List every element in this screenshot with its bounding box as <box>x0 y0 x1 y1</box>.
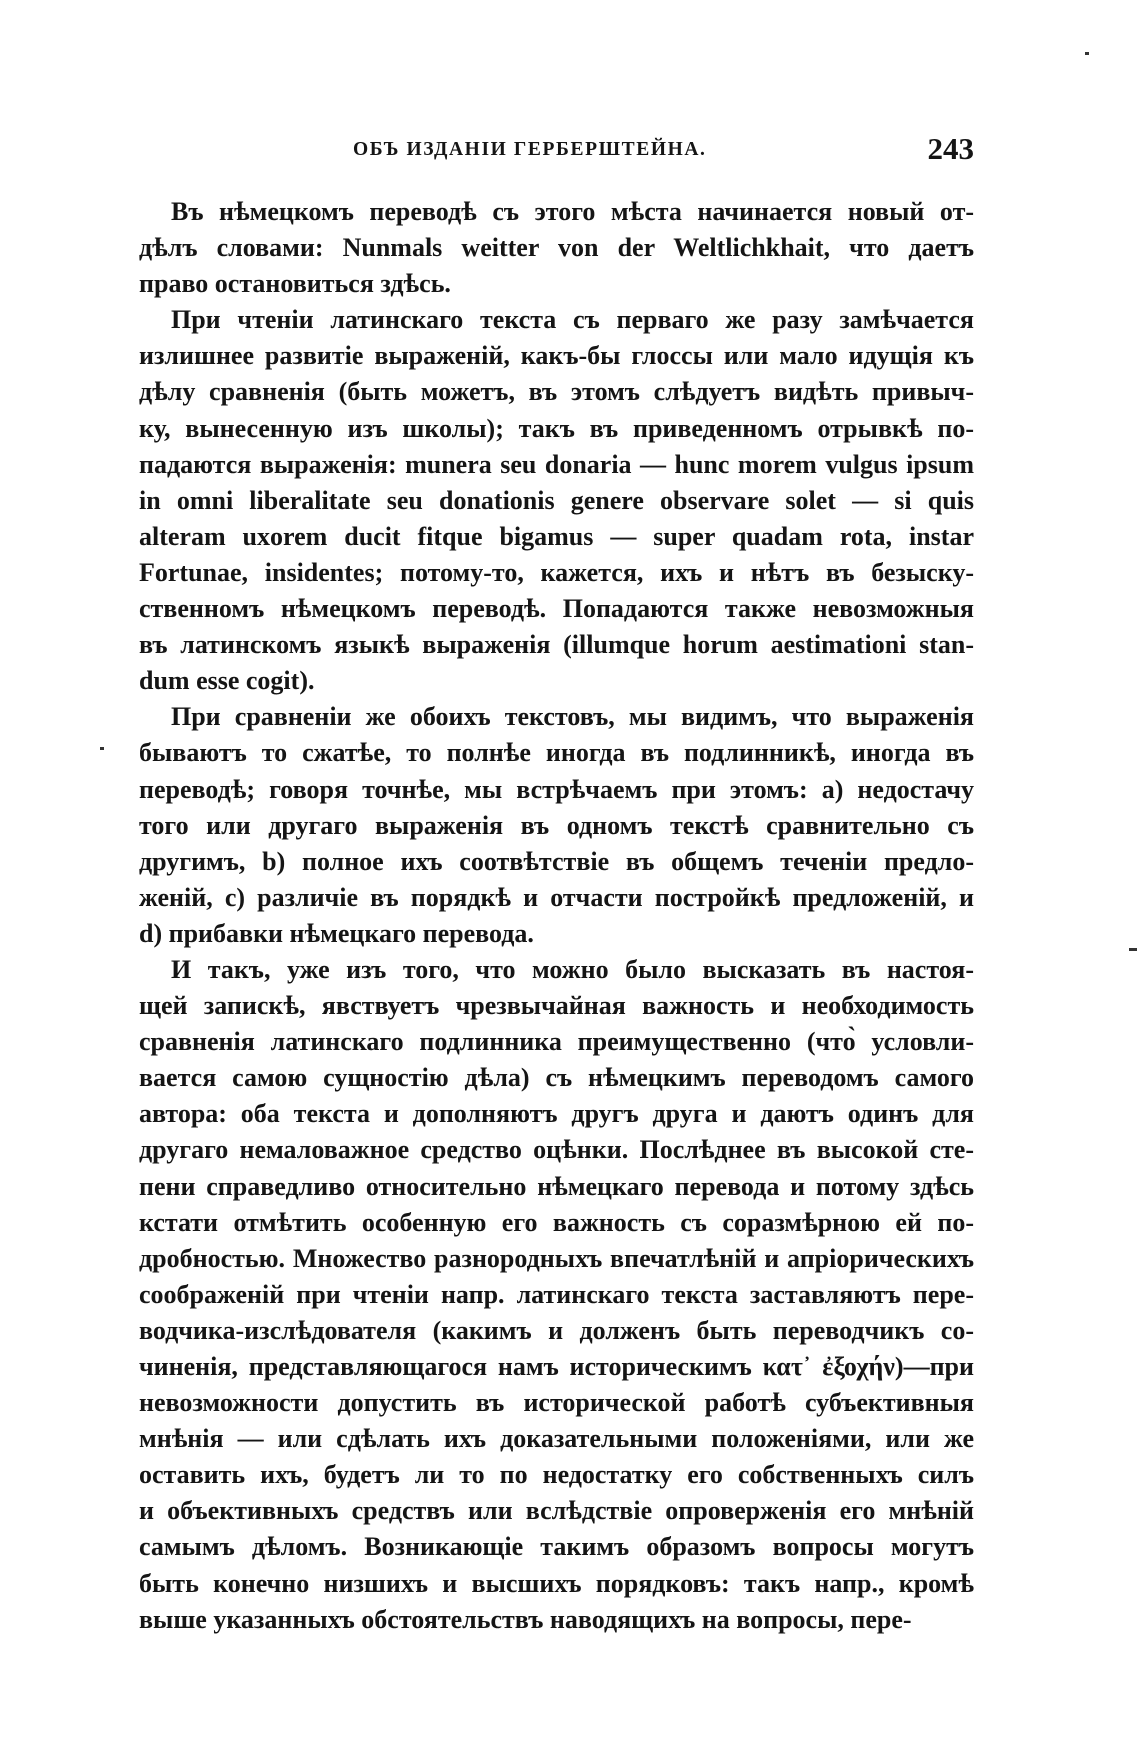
text-line: и объективныхъ средствъ или вслѣдствіе опроверженія его мнѣній <box>139 1496 974 1526</box>
text-line: И такъ, уже изъ того, что можно было высказать въ настоя- <box>171 954 974 984</box>
scan-speck <box>100 747 104 750</box>
text-line: d) прибавки нѣмецкаго перевода. <box>139 918 534 948</box>
text-line: dum esse cogit). <box>139 666 315 696</box>
text-line: падаются выраженія: munera seu donaria — hunc morem vulgus ipsum <box>139 449 974 479</box>
text-line: чиненія, представляющагося намъ историческимъ κατ᾽ ἐξοχήν)—при <box>139 1352 974 1381</box>
paragraph <box>139 302 974 699</box>
text-line: невозможности допустить въ исторической работѣ субъективныя <box>139 1388 974 1418</box>
text-line: другимъ, b) полное ихъ соотвѣтствіе въ общемъ теченіи предло- <box>139 846 974 876</box>
running-title: ОБЪ ИЗДАНІИ ГЕРБЕРШТЕЙНА. <box>353 139 707 160</box>
text-line: ку, вынесенную изъ школы); такъ въ приведенномъ отрывкѣ по- <box>139 413 974 443</box>
page-body <box>139 194 974 1638</box>
text-line: право остановиться здѣсь. <box>139 269 451 299</box>
text-line: щей запискѣ, явствуетъ чрезвычайная важность и необходимость <box>139 991 974 1021</box>
text-line: оставить ихъ, будетъ ли то по недостатку его собственныхъ силъ <box>139 1460 974 1490</box>
text-line: При чтеніи латинскаго текста съ перваго же разу замѣчается <box>171 305 974 335</box>
scan-speck <box>1129 948 1137 951</box>
text-line: Fortunae, insidentes; потому-то, кажется, ихъ и нѣтъ въ безыску- <box>139 557 974 587</box>
page-header <box>139 133 974 173</box>
text-line: женій, c) различіе въ порядкѣ и отчасти постройкѣ предложеній, и <box>139 882 974 912</box>
page-number: 243 <box>927 131 974 166</box>
text-line: соображеній при чтеніи напр. латинскаго текста заставляютъ пере- <box>139 1279 974 1309</box>
text-line: in omni liberalitate seu donationis genere observare solet — si quis <box>139 485 974 515</box>
paragraph <box>139 952 974 1638</box>
paragraph <box>139 699 974 952</box>
text-line: дѣлъ словами: Nunmals weitter von der Weltlichkhait, что даетъ <box>139 233 974 263</box>
text-line: автора: оба текста и дополняютъ другъ друга и даютъ одинъ для <box>139 1099 974 1129</box>
text-line: быть конечно низшихъ и высшихъ порядковъ: такъ напр., кромѣ <box>139 1568 974 1598</box>
text-line: выше указанныхъ обстоятельствъ наводящихъ на вопросы, пере- <box>139 1604 912 1634</box>
text-line: При сравненіи же обоихъ текстовъ, мы видимъ, что выраженія <box>171 702 974 732</box>
scan-speck <box>1085 52 1089 55</box>
text-line: того или другаго выраженія въ одномъ текстѣ сравнительно съ <box>139 810 974 840</box>
paragraph <box>139 194 974 302</box>
text-line: дѣлу сравненія (быть можетъ, въ этомъ слѣдуетъ видѣть привыч- <box>139 377 974 407</box>
text-line: сравненія латинскаго подлинника преимущественно (что̀ условли- <box>139 1027 974 1057</box>
text-line: пени справедливо относительно нѣмецкаго перевода и потому здѣсь <box>139 1171 974 1201</box>
text-line: Въ нѣмецкомъ переводѣ съ этого мѣста начинается новый от- <box>171 197 974 226</box>
text-line: бываютъ то сжатѣе, то полнѣе иногда въ подлинникѣ, иногда въ <box>139 738 974 768</box>
text-line: вается самою сущностію дѣла) съ нѣмецкимъ переводомъ самого <box>139 1063 974 1093</box>
text-line: переводѣ; говоря точнѣе, мы встрѣчаемъ при этомъ: a) недостачу <box>139 774 974 804</box>
text-line: въ латинскомъ языкѣ выраженія (illumque horum aestimationi stan- <box>139 630 974 660</box>
text-line: самымъ дѣломъ. Возникающіе такимъ образомъ вопросы могутъ <box>139 1532 974 1562</box>
text-line: ственномъ нѣмецкомъ переводѣ. Попадаются также невозможныя <box>139 594 974 624</box>
text-line: дробностью. Множество разнородныхъ впечатлѣній и апріорическихъ <box>139 1243 974 1273</box>
text-line: мнѣнія — или сдѣлать ихъ доказательными положеніями, или же <box>139 1424 974 1454</box>
text-line: alteram uxorem ducit fitque bigamus — super quadam rota, instar <box>139 521 974 551</box>
text-line: водчика-изслѣдователя (какимъ и долженъ быть переводчикъ со- <box>139 1315 974 1345</box>
text-line: излишнее развитіе выраженій, какъ-бы глоссы или мало идущія къ <box>139 341 974 371</box>
text-line: кстати отмѣтить особенную его важность съ соразмѣрною ей по- <box>139 1207 974 1237</box>
text-line: другаго немаловажное средство оцѣнки. Послѣднее въ высокой сте- <box>139 1135 974 1165</box>
